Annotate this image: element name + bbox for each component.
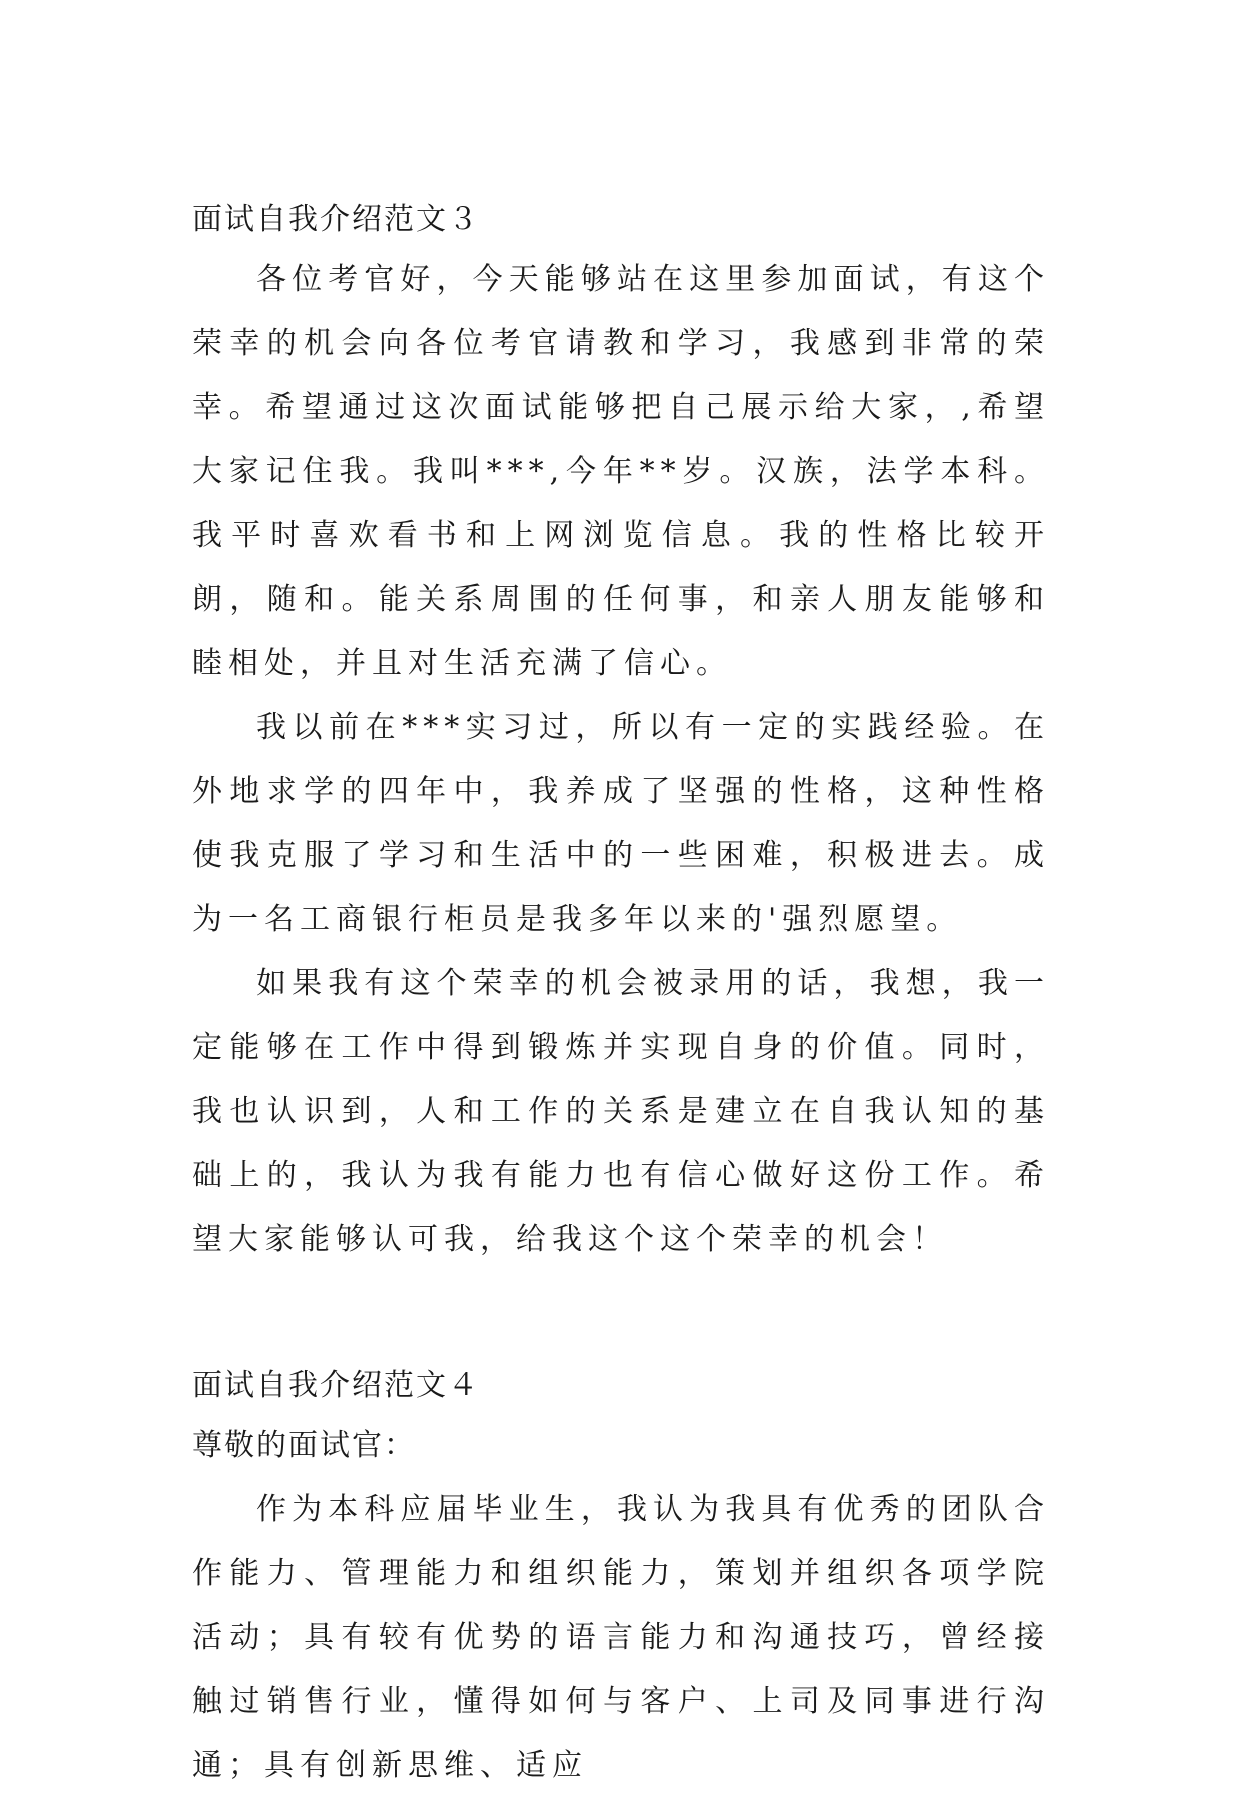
section-title: 面试自我介绍范文４ [192, 1368, 480, 1403]
section-title: 面试自我介绍范文３ [192, 202, 480, 237]
paragraph: 作为本科应届毕业生，我认为我具有优秀的团队合作能力、管理能力和组织能力，策划并组织各项学院活动；具有较有优势的语言能力和沟通技巧，曾经接触过销售行业，懂得如何与客户、上司及同事进行沟通；具有创新思维、适应 [192, 1492, 1050, 1783]
paragraph: 各位考官好，今天能够站在这里参加面试，有这个荣幸的机会向各位考官请教和学习，我感到非常的荣幸。希望通过这次面试能够把自己展示给大家，,希望大家记住我。我叫***,今年**岁。汉族，法学本科。我平时喜欢看书和上网浏览信息。我的性格比较开朗，随和。能关系周围的任何事，和亲人朋友能够和睦相处，并且对生活充满了信心。 [192, 262, 1050, 681]
salutation: 尊敬的面试官： [192, 1428, 416, 1463]
document-content [192, 192, 1050, 1798]
paragraph: 如果我有这个荣幸的机会被录用的话，我想，我一定能够在工作中得到锻炼并实现自身的价值。同时，我也认识到，人和工作的关系是建立在自我认知的基础上的，我认为我有能力也有信心做好这份工作。希望大家能够认可我，给我这个这个荣幸的机会！ [192, 966, 1050, 1257]
paragraph: 我以前在***实习过，所以有一定的实践经验。在外地求学的四年中，我养成了坚强的性格，这种性格使我克服了学习和生活中的一些困难，积极进去。成为一名工商银行柜员是我多年以来的'强烈愿望。 [192, 710, 1050, 937]
section-spacer [192, 1272, 1050, 1358]
